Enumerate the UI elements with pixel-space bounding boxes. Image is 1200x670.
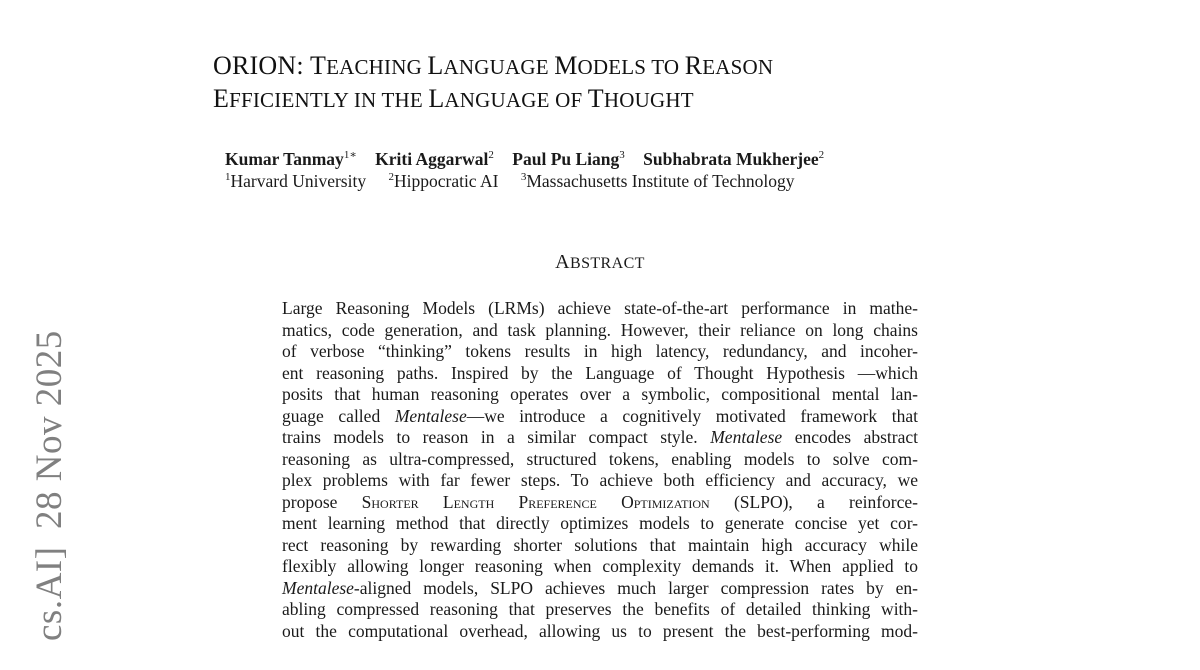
arxiv-category: cs.AI] [29, 546, 70, 642]
abstract-body [282, 298, 918, 642]
abstract-line: posits that human reasoning operates over a symbolic, compositional mental lan- [282, 384, 918, 404]
arxiv-date: 28 Nov 2025 [29, 330, 70, 529]
abstract-line: out the computational overhead, allowing us to present the best-performing mod- [282, 620, 918, 641]
author-names [225, 148, 945, 170]
abstract-line: ent reasoning paths. Inspired by the Language of Thought Hypothesis —which [282, 362, 918, 383]
abstract-line: reasoning as ultra-compressed, structured tokens, enabling models to solve com- [282, 448, 918, 469]
abstract-line: matics, code generation, and task planning. However, their reliance on long chains [282, 319, 918, 340]
author-1: Kumar Tanmay$^{1∗}$ [225, 149, 357, 169]
affiliation-3: $^3$Massachusetts Institute of Technology [520, 171, 795, 191]
abstract-heading: ABSTRACT [555, 251, 645, 273]
abstract-line: ment learning method that directly optimizes models to generate concise yet cor- [282, 513, 918, 533]
abstract-line: of verbose “thinking” tokens results in high latency, redundancy, and incoher- [282, 341, 918, 361]
abstract-line: trains models to reason in a similar compact style. Mentalese encodes abstract [282, 427, 919, 447]
abstract-line: abling compressed reasoning that preserves the benefits of detailed thinking with- [282, 599, 918, 619]
affiliation-2: $^2$Hippocratic AI [388, 171, 499, 191]
author-2: Kriti Aggarwal$^2$ [375, 149, 494, 169]
author-block [225, 148, 945, 192]
author-3: Paul Pu Liang$^3$ [512, 149, 625, 169]
abstract-line: flexibly allowing longer reasoning when complexity demands it. When applied to [282, 556, 918, 576]
abstract-line: guage called Mentalese—we introduce a cognitively motivated framework that [282, 405, 919, 426]
affiliation-1: $^1$Harvard University [225, 171, 367, 191]
abstract-line: propose Shorter Length Preference Optimization (SLPO), a reinforce- [282, 491, 918, 512]
title-line-1: ORION: TEACHING LANGUAGE MODELS TO REASON [213, 51, 774, 80]
abstract-line: rect reasoning by rewarding shorter solutions that maintain high accuracy while [282, 534, 918, 555]
paper-title [213, 50, 1013, 116]
affiliations [225, 170, 945, 192]
abstract-line: Large Reasoning Models (LRMs) achieve state-of-the-art performance in mathe- [282, 298, 918, 318]
abstract-line: plex problems with far fewer steps. To achieve both efficiency and accuracy, we [282, 470, 918, 490]
title-line-2: EFFICIENTLY IN THE LANGUAGE OF THOUGHT [213, 84, 694, 113]
author-4: Subhabrata Mukherjee$^2$ [643, 149, 825, 169]
abstract-line: Mentalese-aligned models, SLPO achieves much larger compression rates by en- [282, 577, 918, 598]
arxiv-identifier-stamp [28, 330, 71, 670]
